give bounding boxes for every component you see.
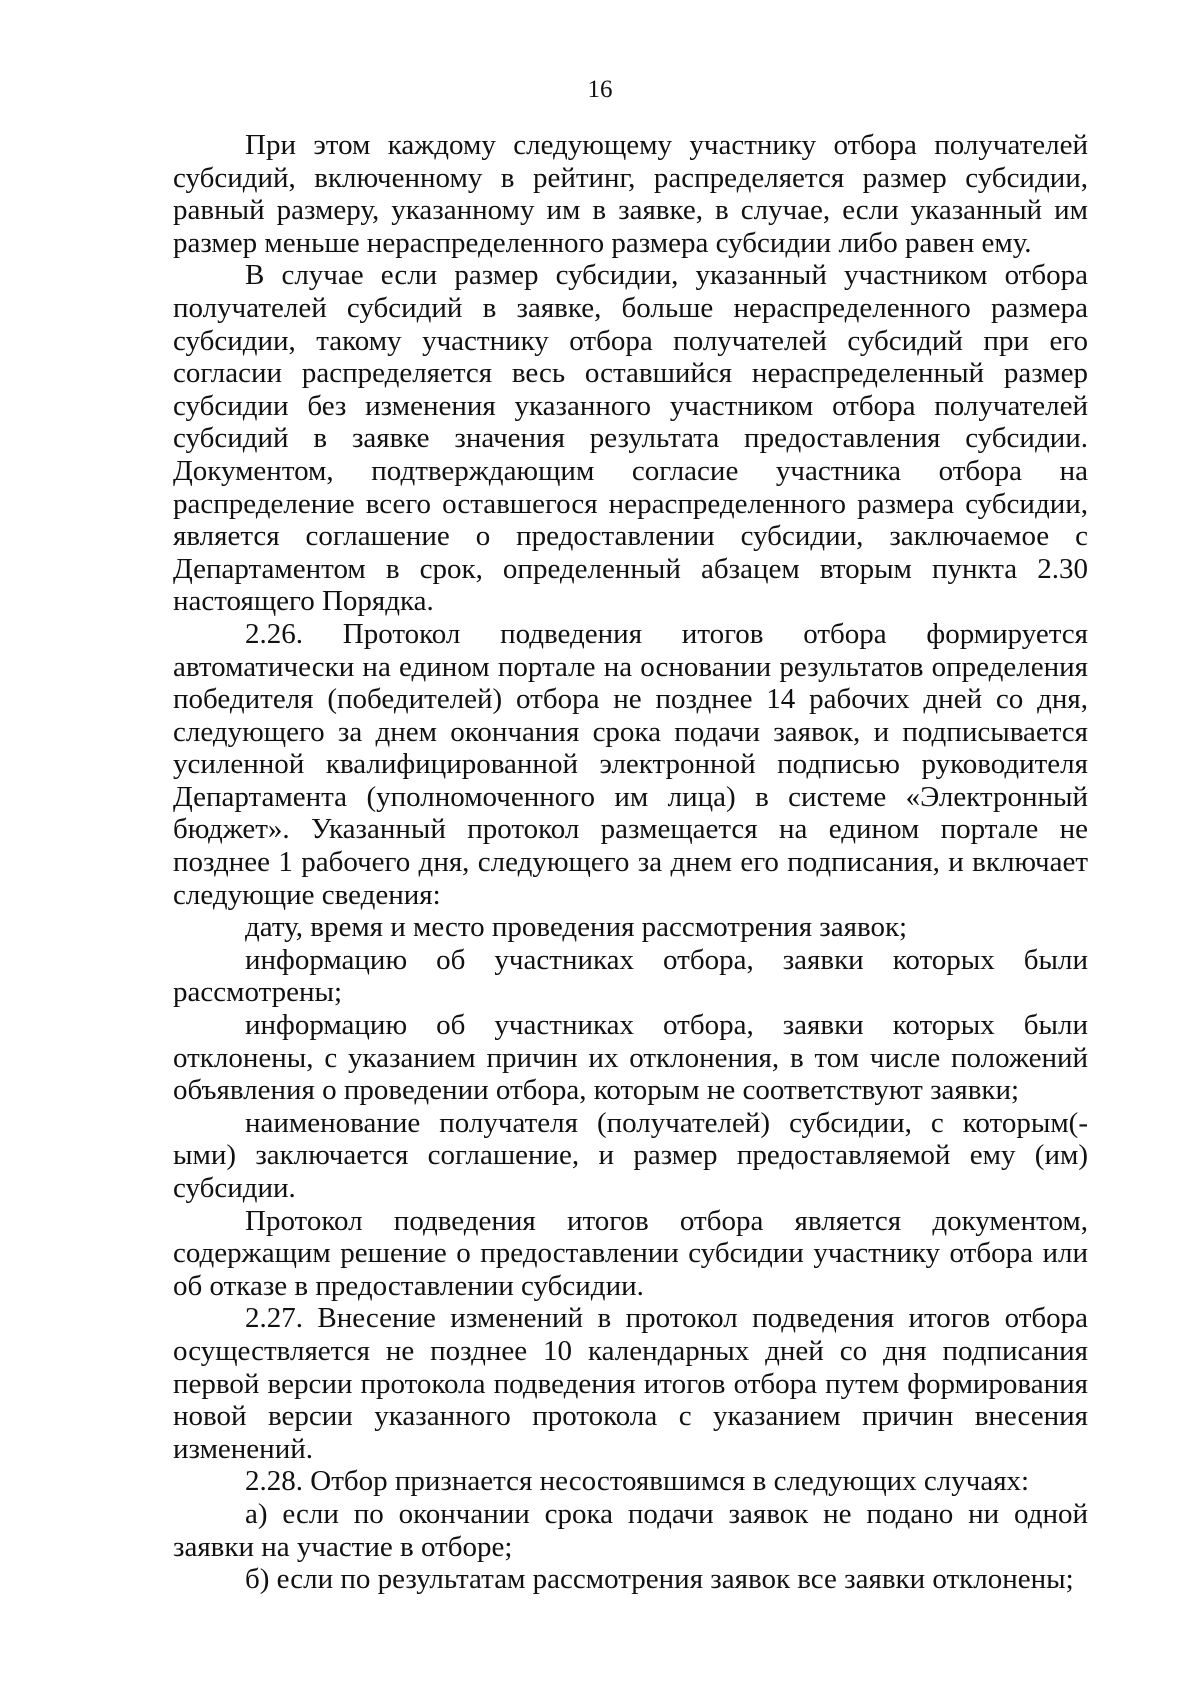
paragraph-2-27-amendments: 2.27. Внесение изменений в протокол подведения итогов отбора осуществляется не позднее 10 календарных дней со дня подписания первой версии протокола подведения итогов отбора путем формирования новой версии указанного протокола с указанием причин внесения изменений. [173,1302,1088,1465]
list-item-recipient-name: наименование получателя (получателей) субсидии, с которым(-ыми) заключается соглашение, и размер предоставляемой ему (им) субсидии. [173,1106,1088,1204]
document-body [173,129,1088,1596]
paragraph-remaining-subsidy: В случае если размер субсидии, указанный участником отбора получателей субсидий в заявке, больше нераспределенного размера субсидии, такому участнику отбора получателей субсидий при его согласии распределяется весь оставшийся нераспределенный размер субсидии без изменения указанного участником отбора получателей субсидий в заявке значения результата предоставления субсидии. Документом, подтверждающим согласие участника отбора на распределение всего оставшегося нераспределенного размера субсидии, является соглашение о предоставлении субсидии, заключаемое с Департаментом в срок, определенный абзацем вторым пункта 2.30 настоящего Порядка. [173,259,1088,618]
paragraph-2-26-protocol: 2.26. Протокол подведения итогов отбора формируется автоматически на едином портале на основании результатов определения победителя (победителей) отбора не позднее 14 рабочих дней со дня, следующего за днем окончания срока подачи заявок, и подписывается усиленной квалифицированной электронной подписью руководителя Департамента (уполномоченного им лица) в системе «Электронный бюджет». Указанный протокол размещается на едином портале не позднее 1 рабочего дня, следующего за днем его подписания, и включает следующие сведения: [173,617,1088,911]
list-item-date-time-place: дату, время и место проведения рассмотрения заявок; [245,911,908,944]
list-item-rejected-participants: информацию об участниках отбора, заявки которых были отклонены, с указанием причин их отклонения, в том числе положений объявления о проведении отбора, которым не соответствуют заявки; [173,1009,1088,1107]
paragraph-subsidy-distribution: При этом каждому следующему участнику отбора получателей субсидий, включенному в рейтинг, распределяется размер субсидии, равный размеру, указанному им в заявке, в случае, если указанный им размер меньше нераспределенного размера субсидии либо равен ему. [173,129,1088,259]
page-number: 16 [587,76,613,103]
paragraph-protocol-decision: Протокол подведения итогов отбора является документом, содержащим решение о предоставлении субсидии участнику отбора или об отказе в предоставлении субсидии. [173,1204,1088,1302]
list-item-case-a: а) если по окончании срока подачи заявок не подано ни одной заявки на участие в отборе; [173,1497,1088,1563]
list-item-reviewed-participants: информацию об участниках отбора, заявки которых были рассмотрены; [173,943,1088,1009]
paragraph-2-28-failed-selection: 2.28. Отбор признается несостоявшимся в следующих случаях: [245,1465,1030,1498]
list-item-case-b: б) если по результатам рассмотрения заявок все заявки отклонены; [245,1563,1074,1596]
